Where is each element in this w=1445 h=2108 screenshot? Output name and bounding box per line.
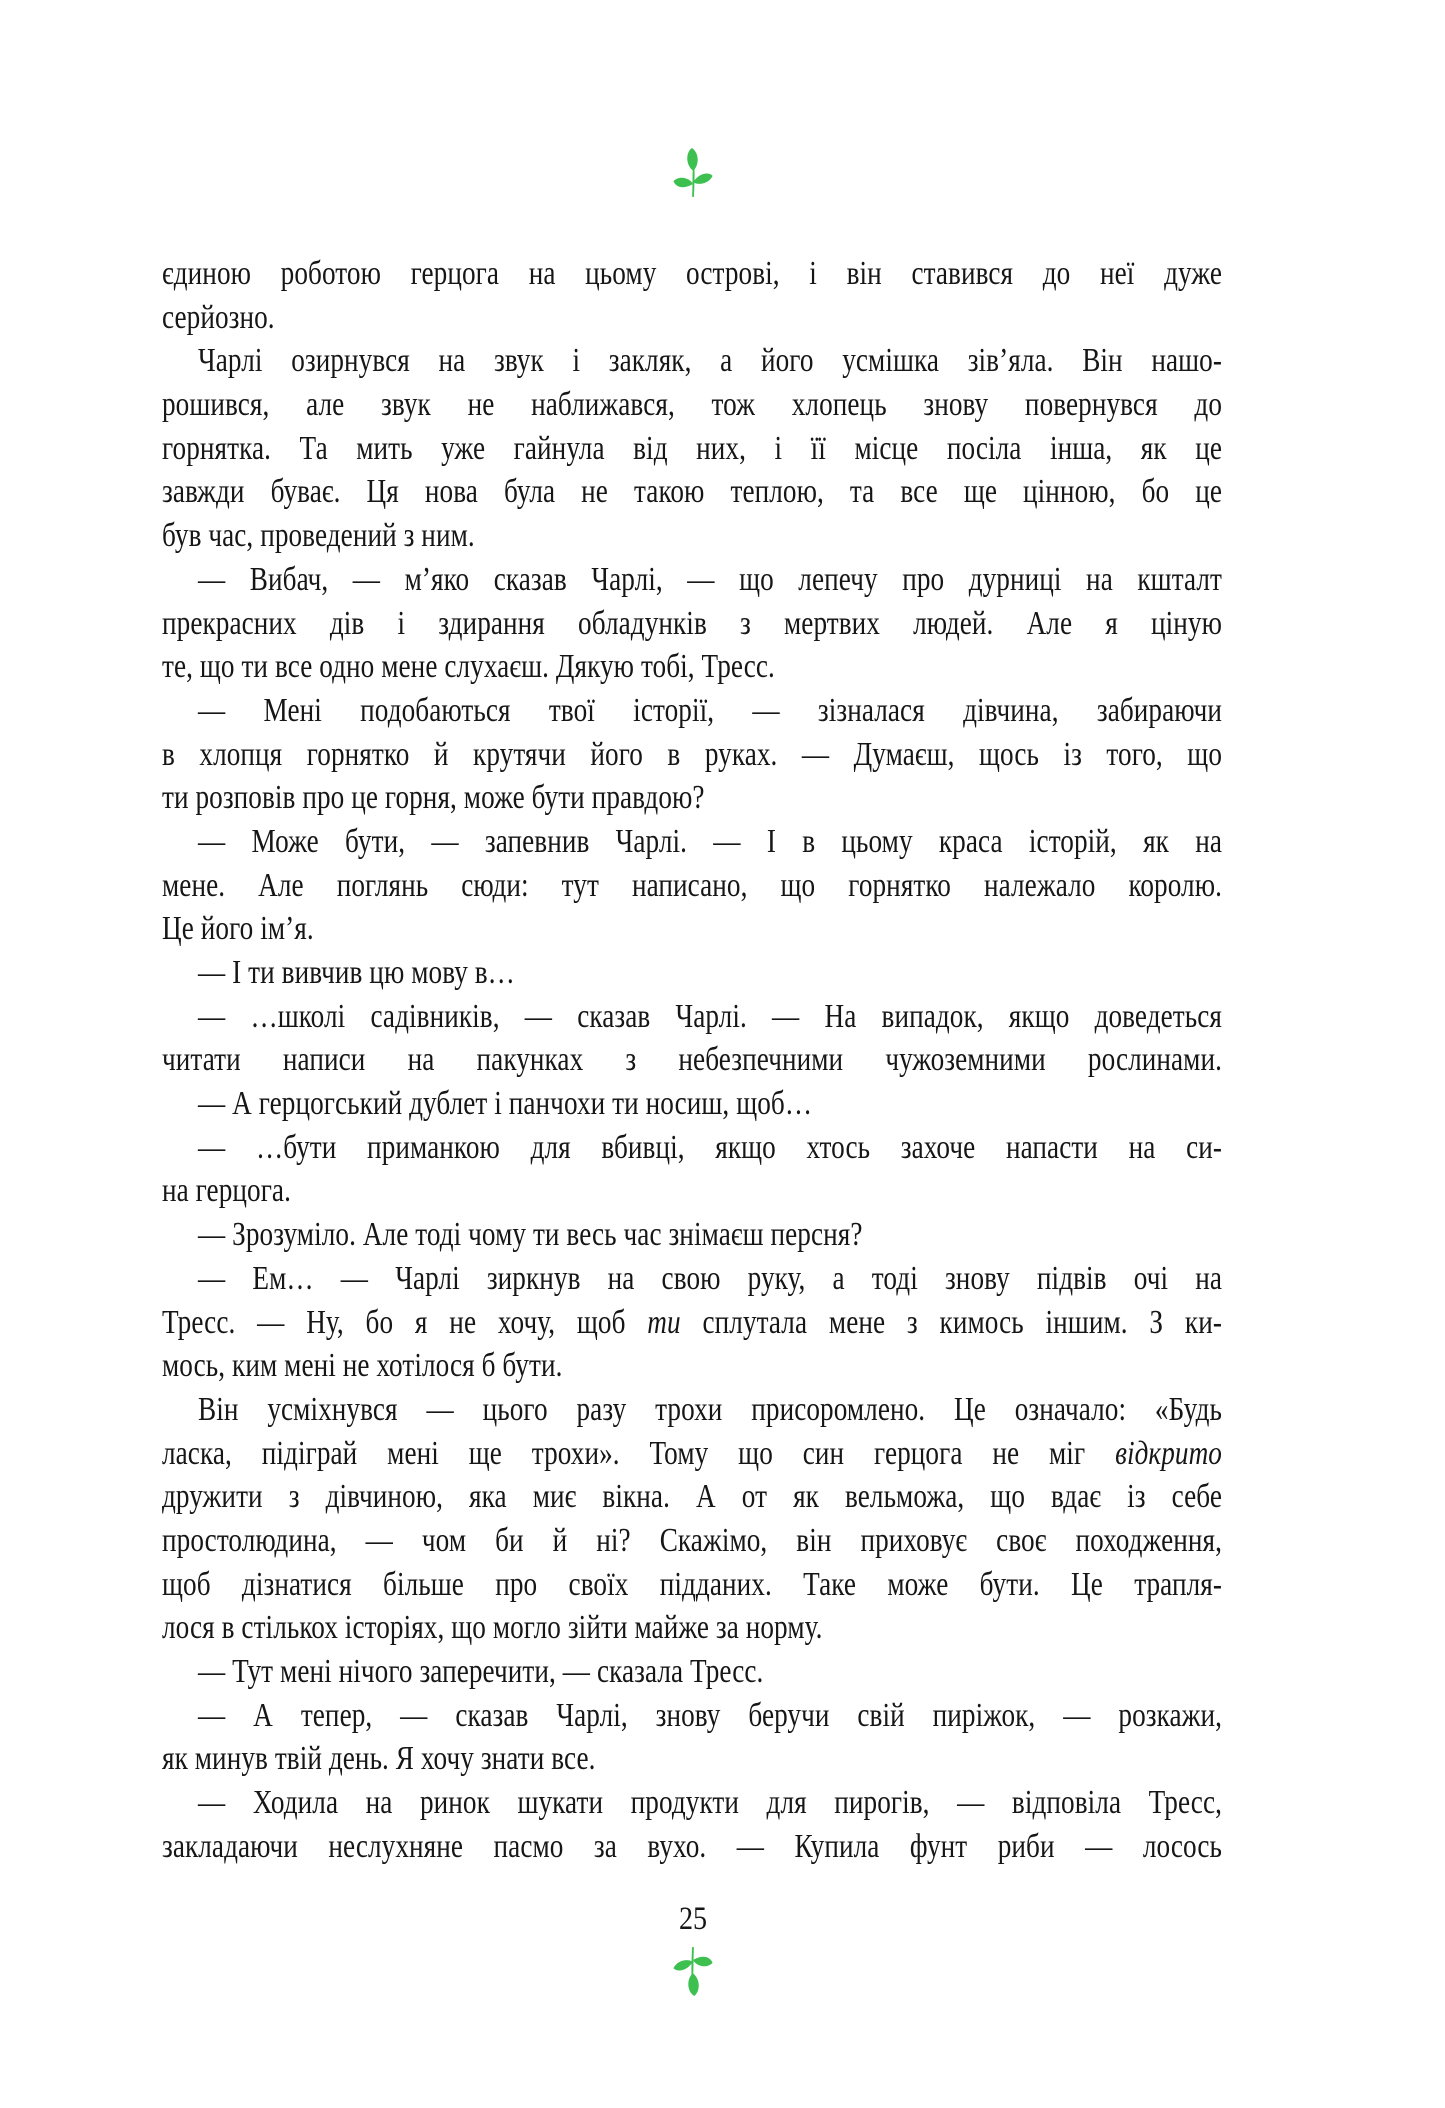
text-line: читати написи на пакунках з небезпечними чужоземними рослинами. [162,1041,1222,1079]
text-line: — Ем… — Чарлі зиркнув на свою руку, а тоді знову підвів очі на [198,1259,1222,1297]
text-line: на герцога. [162,1172,291,1210]
text-line: прекрасних дів і здирання обладунків з мертвих людей. Але я ціную [162,604,1222,642]
text-line: серйозно. [162,298,275,336]
text-line: — Ходила на ринок шукати продукти для пирогів, — відповіла Тресс, [198,1784,1222,1822]
text-line: простолюдина, — чом би й ні? Скажімо, він приховує своє походження, [162,1521,1222,1559]
text-line: — Зрозуміло. Але тоді чому ти весь час знімаєш персня? [198,1216,863,1254]
text-line: був час, проведений з ним. [162,517,475,555]
text-line: щоб дізнатися більше про своїх підданих. Таке може бути. Це трапля- [162,1565,1222,1603]
text-line: — І ти вивчив цю мову в… [198,954,515,991]
page-text [162,252,1222,1868]
text-line: рошився, але звук не наближався, тож хлопець знову повернувся до [162,386,1222,424]
text-line: — Тут мені нічого заперечити, — сказала Тресс. [198,1653,764,1690]
page-number: 25 [678,1901,708,1937]
text-line: завжди буває. Ця нова була не такою теплою, та все ще цінною, бо це [162,473,1222,511]
text-line: Тресс. — Ну, бо я не хочу, щоб ти сплутала мене з кимось іншим. З ки- [162,1303,1222,1341]
text-line: — Мені подобаються твої історії, — зізналася дівчина, забираючи [198,691,1222,729]
text-line: — Вибач, — м’яко сказав Чарлі, — що лепечу про дурниці на кшталт [198,560,1222,598]
text-line: як минув твій день. Я хочу знати все. [162,1740,596,1778]
text-line: закладаючи неслухняне пасмо за вухо. — Купила фунт риби — лосось [162,1827,1222,1865]
text-line: ти розповів про це горня, може бути правдою? [162,779,705,817]
text-line: дружити з дівчиною, яка миє вікна. А от як вельможа, що вдає із себе [162,1478,1222,1516]
text-line: мене. Але поглянь сюди: тут написано, що горнятко належало королю. [162,866,1222,904]
text-line: Це його ім’я. [162,910,314,948]
text-line: єдиною роботою герцога на цьому острові, і він ставився до неї дуже [162,255,1222,292]
text-line: — …бути приманкою для вбивці, якщо хтось захоче напасти на си- [198,1128,1222,1166]
text-line: ласка, підіграй мені ще трохи». Тому що син герцога не міг відкрито [162,1434,1222,1472]
text-line: лося в стількох історіях, що могло зійти майже за норму. [162,1609,823,1647]
text-line: в хлопця горнятко й крутячи його в руках. — Думаєш, щось із того, що [162,735,1222,773]
text-line: — А герцогський дублет і панчохи ти носиш, щоб… [198,1085,813,1123]
text-line: мось, ким мені не хотілося б бути. [162,1347,563,1385]
text-line: Він усміхнувся — цього разу трохи присоромлено. Це означало: «Будь [198,1390,1222,1428]
text-line: — Може бути, — запевнив Чарлі. — І в цьому краса історій, як на [198,822,1222,860]
sprout-icon [673,148,713,198]
text-line: — …школі садівників, — сказав Чарлі. — На випадок, якщо доведеться [198,997,1222,1035]
text-line: горнятка. Та мить уже гайнула від них, і її місце посіла інша, як це [162,429,1222,467]
text-line: — А тепер, — сказав Чарлі, знову беручи свій пиріжок, — розкажи, [198,1696,1222,1734]
text-line: те, що ти все одно мене слухаєш. Дякую тобі, Тресс. [162,648,775,686]
text-line: Чарлі озирнувся на звук і закляк, а його усмішка зів’яла. Він нашо- [198,342,1222,380]
sprout-icon-flipped [673,1946,713,1996]
